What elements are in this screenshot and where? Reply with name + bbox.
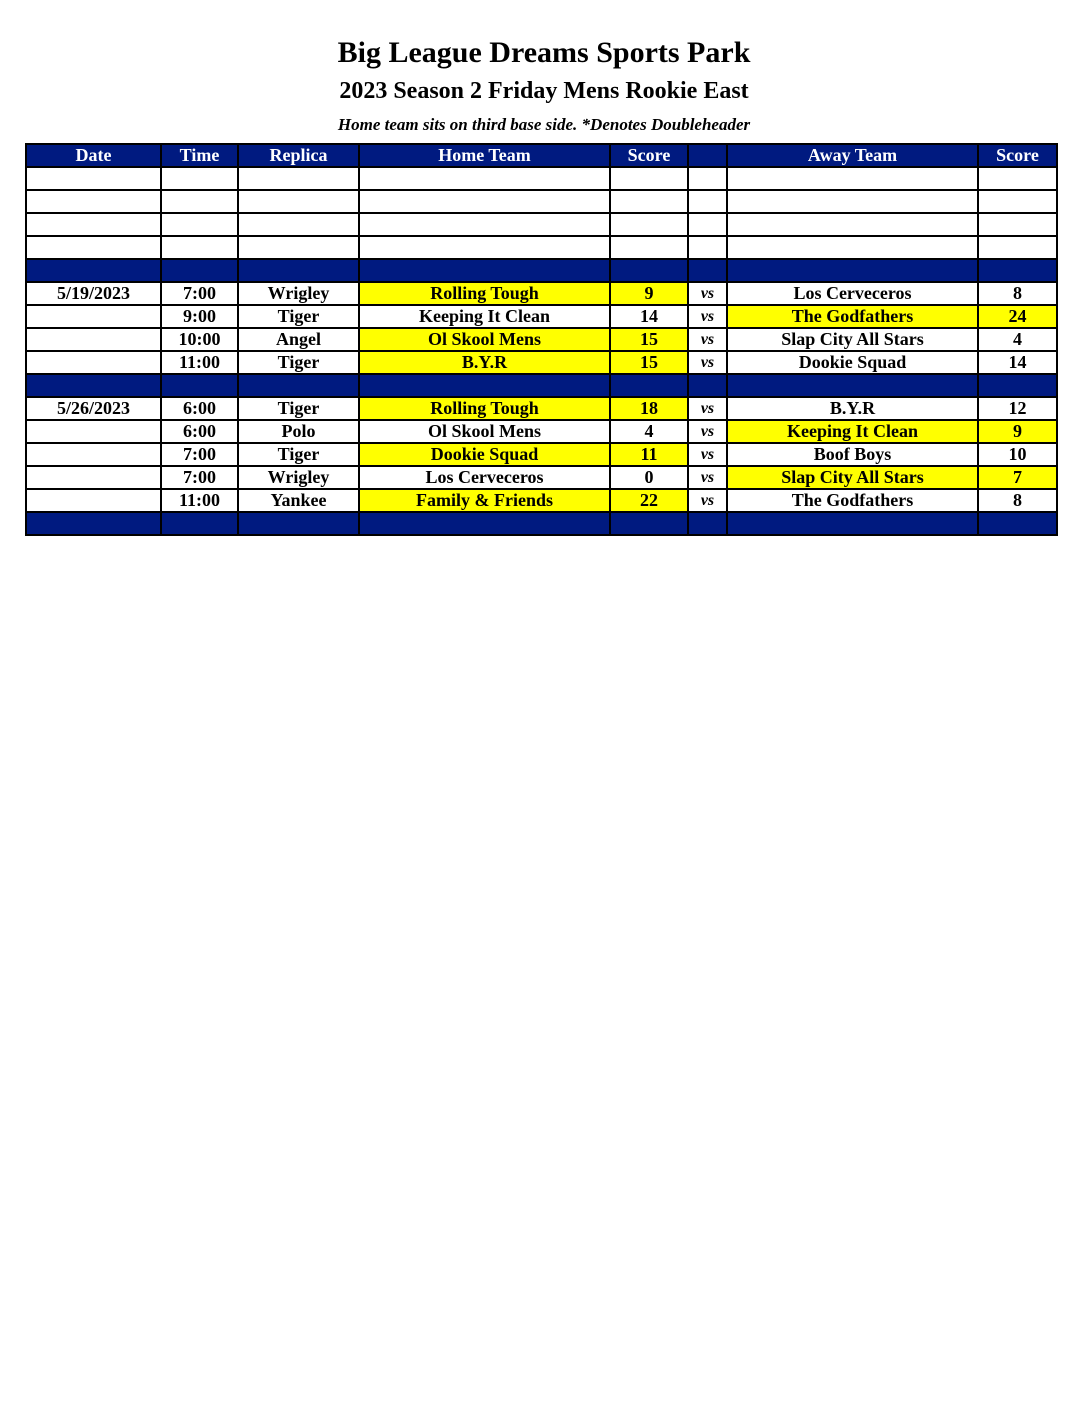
vs-label: vs <box>688 466 727 489</box>
game-row <box>26 443 1057 466</box>
empty-cell <box>26 236 161 259</box>
away-team: The Godfathers <box>727 489 978 512</box>
col-header-date: Date <box>26 144 161 167</box>
empty-row <box>26 236 1057 259</box>
col-header-away-team: Away Team <box>727 144 978 167</box>
home-team: Los Cerveceros <box>359 466 610 489</box>
game-row <box>26 466 1057 489</box>
empty-cell <box>978 236 1057 259</box>
away-score: 4 <box>978 328 1057 351</box>
game-replica: Tiger <box>238 397 359 420</box>
empty-cell <box>688 213 727 236</box>
away-team: Slap City All Stars <box>727 328 978 351</box>
empty-cell <box>610 213 688 236</box>
col-header-home-score: Score <box>610 144 688 167</box>
game-row <box>26 397 1057 420</box>
game-date <box>26 466 161 489</box>
empty-cell <box>161 167 238 190</box>
game-time: 11:00 <box>161 351 238 374</box>
away-score: 14 <box>978 351 1057 374</box>
away-team: Keeping It Clean <box>727 420 978 443</box>
empty-cell <box>727 167 978 190</box>
game-replica: Wrigley <box>238 466 359 489</box>
away-team: Los Cerveceros <box>727 282 978 305</box>
game-date <box>26 443 161 466</box>
home-team: B.Y.R <box>359 351 610 374</box>
game-row <box>26 420 1057 443</box>
away-score: 12 <box>978 397 1057 420</box>
game-date: 5/19/2023 <box>26 282 161 305</box>
game-row <box>26 489 1057 512</box>
home-team: Keeping It Clean <box>359 305 610 328</box>
game-date: 5/26/2023 <box>26 397 161 420</box>
away-team: Slap City All Stars <box>727 466 978 489</box>
away-team: Dookie Squad <box>727 351 978 374</box>
empty-cell <box>161 213 238 236</box>
empty-cell <box>978 213 1057 236</box>
home-team: Rolling Tough <box>359 282 610 305</box>
col-header-replica: Replica <box>238 144 359 167</box>
separator-row <box>26 512 1057 535</box>
empty-cell <box>359 213 610 236</box>
game-time: 7:00 <box>161 443 238 466</box>
empty-cell <box>238 213 359 236</box>
empty-cell <box>26 213 161 236</box>
vs-label: vs <box>688 282 727 305</box>
schedule-table <box>25 143 1058 536</box>
empty-cell <box>26 167 161 190</box>
home-team: Ol Skool Mens <box>359 328 610 351</box>
away-score: 10 <box>978 443 1057 466</box>
empty-row <box>26 167 1057 190</box>
away-score: 8 <box>978 489 1057 512</box>
away-team: B.Y.R <box>727 397 978 420</box>
vs-label: vs <box>688 328 727 351</box>
home-score: 15 <box>610 351 688 374</box>
away-team: Boof Boys <box>727 443 978 466</box>
game-time: 9:00 <box>161 305 238 328</box>
vs-label: vs <box>688 397 727 420</box>
away-score: 8 <box>978 282 1057 305</box>
home-team: Family & Friends <box>359 489 610 512</box>
empty-cell <box>359 190 610 213</box>
home-score: 15 <box>610 328 688 351</box>
col-header-time: Time <box>161 144 238 167</box>
game-replica: Wrigley <box>238 282 359 305</box>
game-date <box>26 420 161 443</box>
home-score: 22 <box>610 489 688 512</box>
home-score: 0 <box>610 466 688 489</box>
page-title: Big League Dreams Sports Park <box>337 36 751 69</box>
game-row <box>26 351 1057 374</box>
empty-row <box>26 213 1057 236</box>
header-row <box>26 144 1057 167</box>
page-note: Home team sits on third base side. *Denotes Doubleheader <box>337 115 751 134</box>
col-header-home-team: Home Team <box>359 144 610 167</box>
game-time: 6:00 <box>161 420 238 443</box>
game-date <box>26 305 161 328</box>
empty-cell <box>978 167 1057 190</box>
game-row <box>26 282 1057 305</box>
col-header-away-score: Score <box>978 144 1057 167</box>
home-team: Rolling Tough <box>359 397 610 420</box>
empty-cell <box>610 167 688 190</box>
empty-cell <box>610 190 688 213</box>
home-team: Dookie Squad <box>359 443 610 466</box>
game-replica: Tiger <box>238 351 359 374</box>
game-time: 11:00 <box>161 489 238 512</box>
empty-cell <box>238 167 359 190</box>
empty-cell <box>238 190 359 213</box>
home-score: 18 <box>610 397 688 420</box>
game-time: 10:00 <box>161 328 238 351</box>
game-time: 7:00 <box>161 466 238 489</box>
game-time: 6:00 <box>161 397 238 420</box>
vs-label: vs <box>688 443 727 466</box>
home-score: 9 <box>610 282 688 305</box>
game-replica: Polo <box>238 420 359 443</box>
game-date <box>26 328 161 351</box>
game-replica: Angel <box>238 328 359 351</box>
vs-label: vs <box>688 351 727 374</box>
game-row <box>26 328 1057 351</box>
away-team: The Godfathers <box>727 305 978 328</box>
separator-row <box>26 259 1057 282</box>
empty-cell <box>688 236 727 259</box>
empty-cell <box>727 190 978 213</box>
empty-cell <box>688 190 727 213</box>
separator-row <box>26 374 1057 397</box>
game-time: 7:00 <box>161 282 238 305</box>
game-row <box>26 305 1057 328</box>
empty-cell <box>359 167 610 190</box>
vs-label: vs <box>688 420 727 443</box>
game-replica: Yankee <box>238 489 359 512</box>
vs-label: vs <box>688 305 727 328</box>
away-score: 9 <box>978 420 1057 443</box>
empty-cell <box>359 236 610 259</box>
home-score: 11 <box>610 443 688 466</box>
home-team: Ol Skool Mens <box>359 420 610 443</box>
schedule-body <box>26 167 1057 535</box>
col-header-vs <box>688 144 727 167</box>
game-date <box>26 351 161 374</box>
empty-cell <box>727 213 978 236</box>
empty-cell <box>978 190 1057 213</box>
empty-cell <box>161 190 238 213</box>
home-score: 14 <box>610 305 688 328</box>
vs-label: vs <box>688 489 727 512</box>
empty-row <box>26 190 1057 213</box>
home-score: 4 <box>610 420 688 443</box>
game-date <box>26 489 161 512</box>
away-score: 7 <box>978 466 1057 489</box>
empty-cell <box>26 190 161 213</box>
empty-cell <box>610 236 688 259</box>
game-replica: Tiger <box>238 443 359 466</box>
away-score: 24 <box>978 305 1057 328</box>
empty-cell <box>238 236 359 259</box>
empty-cell <box>688 167 727 190</box>
page-subtitle: 2023 Season 2 Friday Mens Rookie East <box>339 78 749 104</box>
empty-cell <box>727 236 978 259</box>
game-replica: Tiger <box>238 305 359 328</box>
empty-cell <box>161 236 238 259</box>
